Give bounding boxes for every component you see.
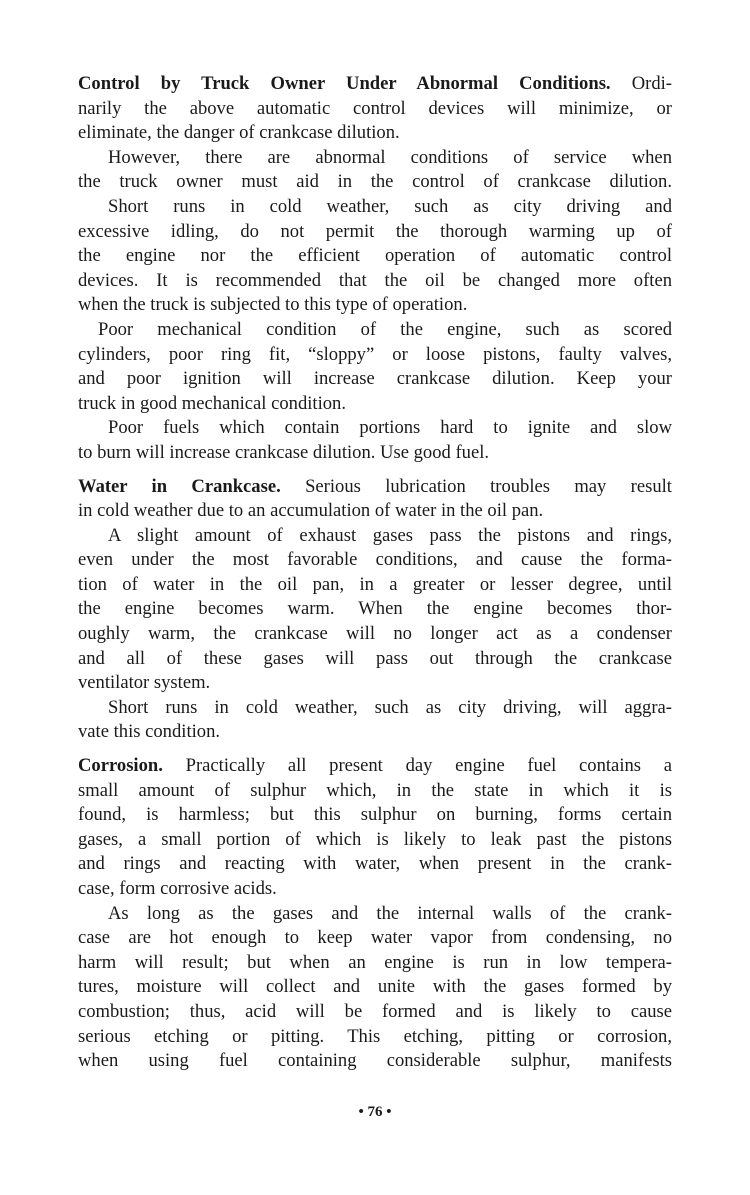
- paragraph: [78, 754, 672, 902]
- text-line: ventilator system.: [78, 672, 211, 694]
- text-line: excessive idling, do not permit the thorough warming up of: [78, 220, 672, 242]
- text-line: narily the above automatic control devices will minimize, or: [78, 97, 672, 119]
- text-line: cylinders, poor ring fit, “sloppy” or loose pistons, faulty valves,: [78, 343, 672, 365]
- text-line: when the truck is subjected to this type of operation.: [78, 294, 468, 316]
- text-line: tion of water in the oil pan, in a greater or lesser degree, until: [78, 573, 672, 595]
- text-line: eliminate, the danger of crankcase dilution.: [78, 122, 400, 144]
- text-line: and all of these gases will pass out through the crankcase: [78, 647, 672, 669]
- section-gap: [78, 745, 672, 754]
- text-line: when using fuel containing considerable sulphur, manifests: [78, 1050, 672, 1072]
- text-line: the engine nor the efficient operation of automatic control: [78, 245, 672, 267]
- text-line: to burn will increase crankcase dilution. Use good fuel.: [78, 441, 490, 463]
- text-line: vate this condition.: [78, 721, 221, 743]
- text-line: even under the most favorable conditions, and cause the forma-: [78, 549, 672, 571]
- text-line: harm will result; but when an engine is run in low tempera-: [78, 951, 672, 973]
- paragraph: [78, 195, 672, 318]
- text-line: combustion; thus, acid will be formed and is likely to cause: [78, 1000, 672, 1022]
- text-line: case, form corrosive acids.: [78, 878, 277, 899]
- text-line: Short runs in cold weather, such as city driving, will aggra-: [108, 696, 672, 718]
- text-line: the truck owner must aid in the control of crankcase dilution.: [78, 171, 672, 193]
- text-line: case are hot enough to keep water vapor from condensing, no: [78, 927, 672, 949]
- paragraph: [78, 318, 672, 416]
- text-line: However, there are abnormal conditions of service when: [108, 146, 672, 168]
- text-line: in cold weather due to an accumulation of water in the oil pan.: [78, 500, 544, 522]
- text-line: tures, moisture will collect and unite with the gases formed by: [78, 976, 672, 998]
- paragraph: [78, 416, 672, 465]
- paragraph: [78, 146, 672, 195]
- text-line: devices. It is recommended that the oil be changed more often: [78, 269, 672, 291]
- section-control-by-truck-owner: [78, 72, 672, 466]
- text-line: Water in Crankcase. Serious lubrication troubles may result: [78, 475, 672, 497]
- text-line: Short runs in cold weather, such as city driving and: [108, 195, 672, 217]
- section-gap: [78, 466, 672, 475]
- paragraph: [78, 696, 672, 745]
- text-line: As long as the gases and the internal walls of the crank-: [108, 902, 672, 924]
- section-heading: Control by Truck Owner Under Abnormal Conditions.: [78, 73, 611, 94]
- section-water-in-crankcase: [78, 475, 672, 746]
- text-line: gases, a small portion of which is likely to leak past the pistons: [78, 828, 672, 850]
- section-heading: Corrosion.: [78, 755, 163, 777]
- paragraph: [78, 72, 672, 146]
- text-line: serious etching or pitting. This etching, pitting or corrosion,: [78, 1025, 672, 1047]
- paragraph: [78, 475, 672, 524]
- text-line: and rings and reacting with water, when present in the crank-: [78, 853, 672, 875]
- text-line: oughly warm, the crankcase will no longer act as a condenser: [78, 623, 672, 645]
- text-line: found, is harmless; but this sulphur on burning, forms certain: [78, 804, 672, 826]
- text-line: Poor fuels which contain portions hard to ignite and slow: [108, 417, 672, 439]
- page-number: • 76 •: [358, 1104, 392, 1120]
- text-line: A slight amount of exhaust gases pass the pistons and rings,: [108, 524, 672, 546]
- text-line: Poor mechanical condition of the engine, such as scored: [98, 318, 672, 340]
- section-corrosion: [78, 754, 672, 1074]
- text-line: the engine becomes warm. When the engine becomes thor-: [78, 598, 672, 620]
- text-line: truck in good mechanical condition.: [78, 392, 346, 414]
- text-line: and poor ignition will increase crankcase dilution. Keep your: [78, 368, 672, 390]
- section-heading: Water in Crankcase.: [78, 475, 281, 497]
- paragraph: [78, 902, 672, 1074]
- text-line: small amount of sulphur which, in the state in which it is: [78, 779, 672, 801]
- text-line: Control by Truck Owner Under Abnormal Conditions. Ordi-: [78, 73, 672, 94]
- document-page: [78, 72, 672, 1074]
- text-line: Corrosion. Practically all present day engine fuel contains a: [78, 755, 672, 777]
- paragraph: [78, 524, 672, 696]
